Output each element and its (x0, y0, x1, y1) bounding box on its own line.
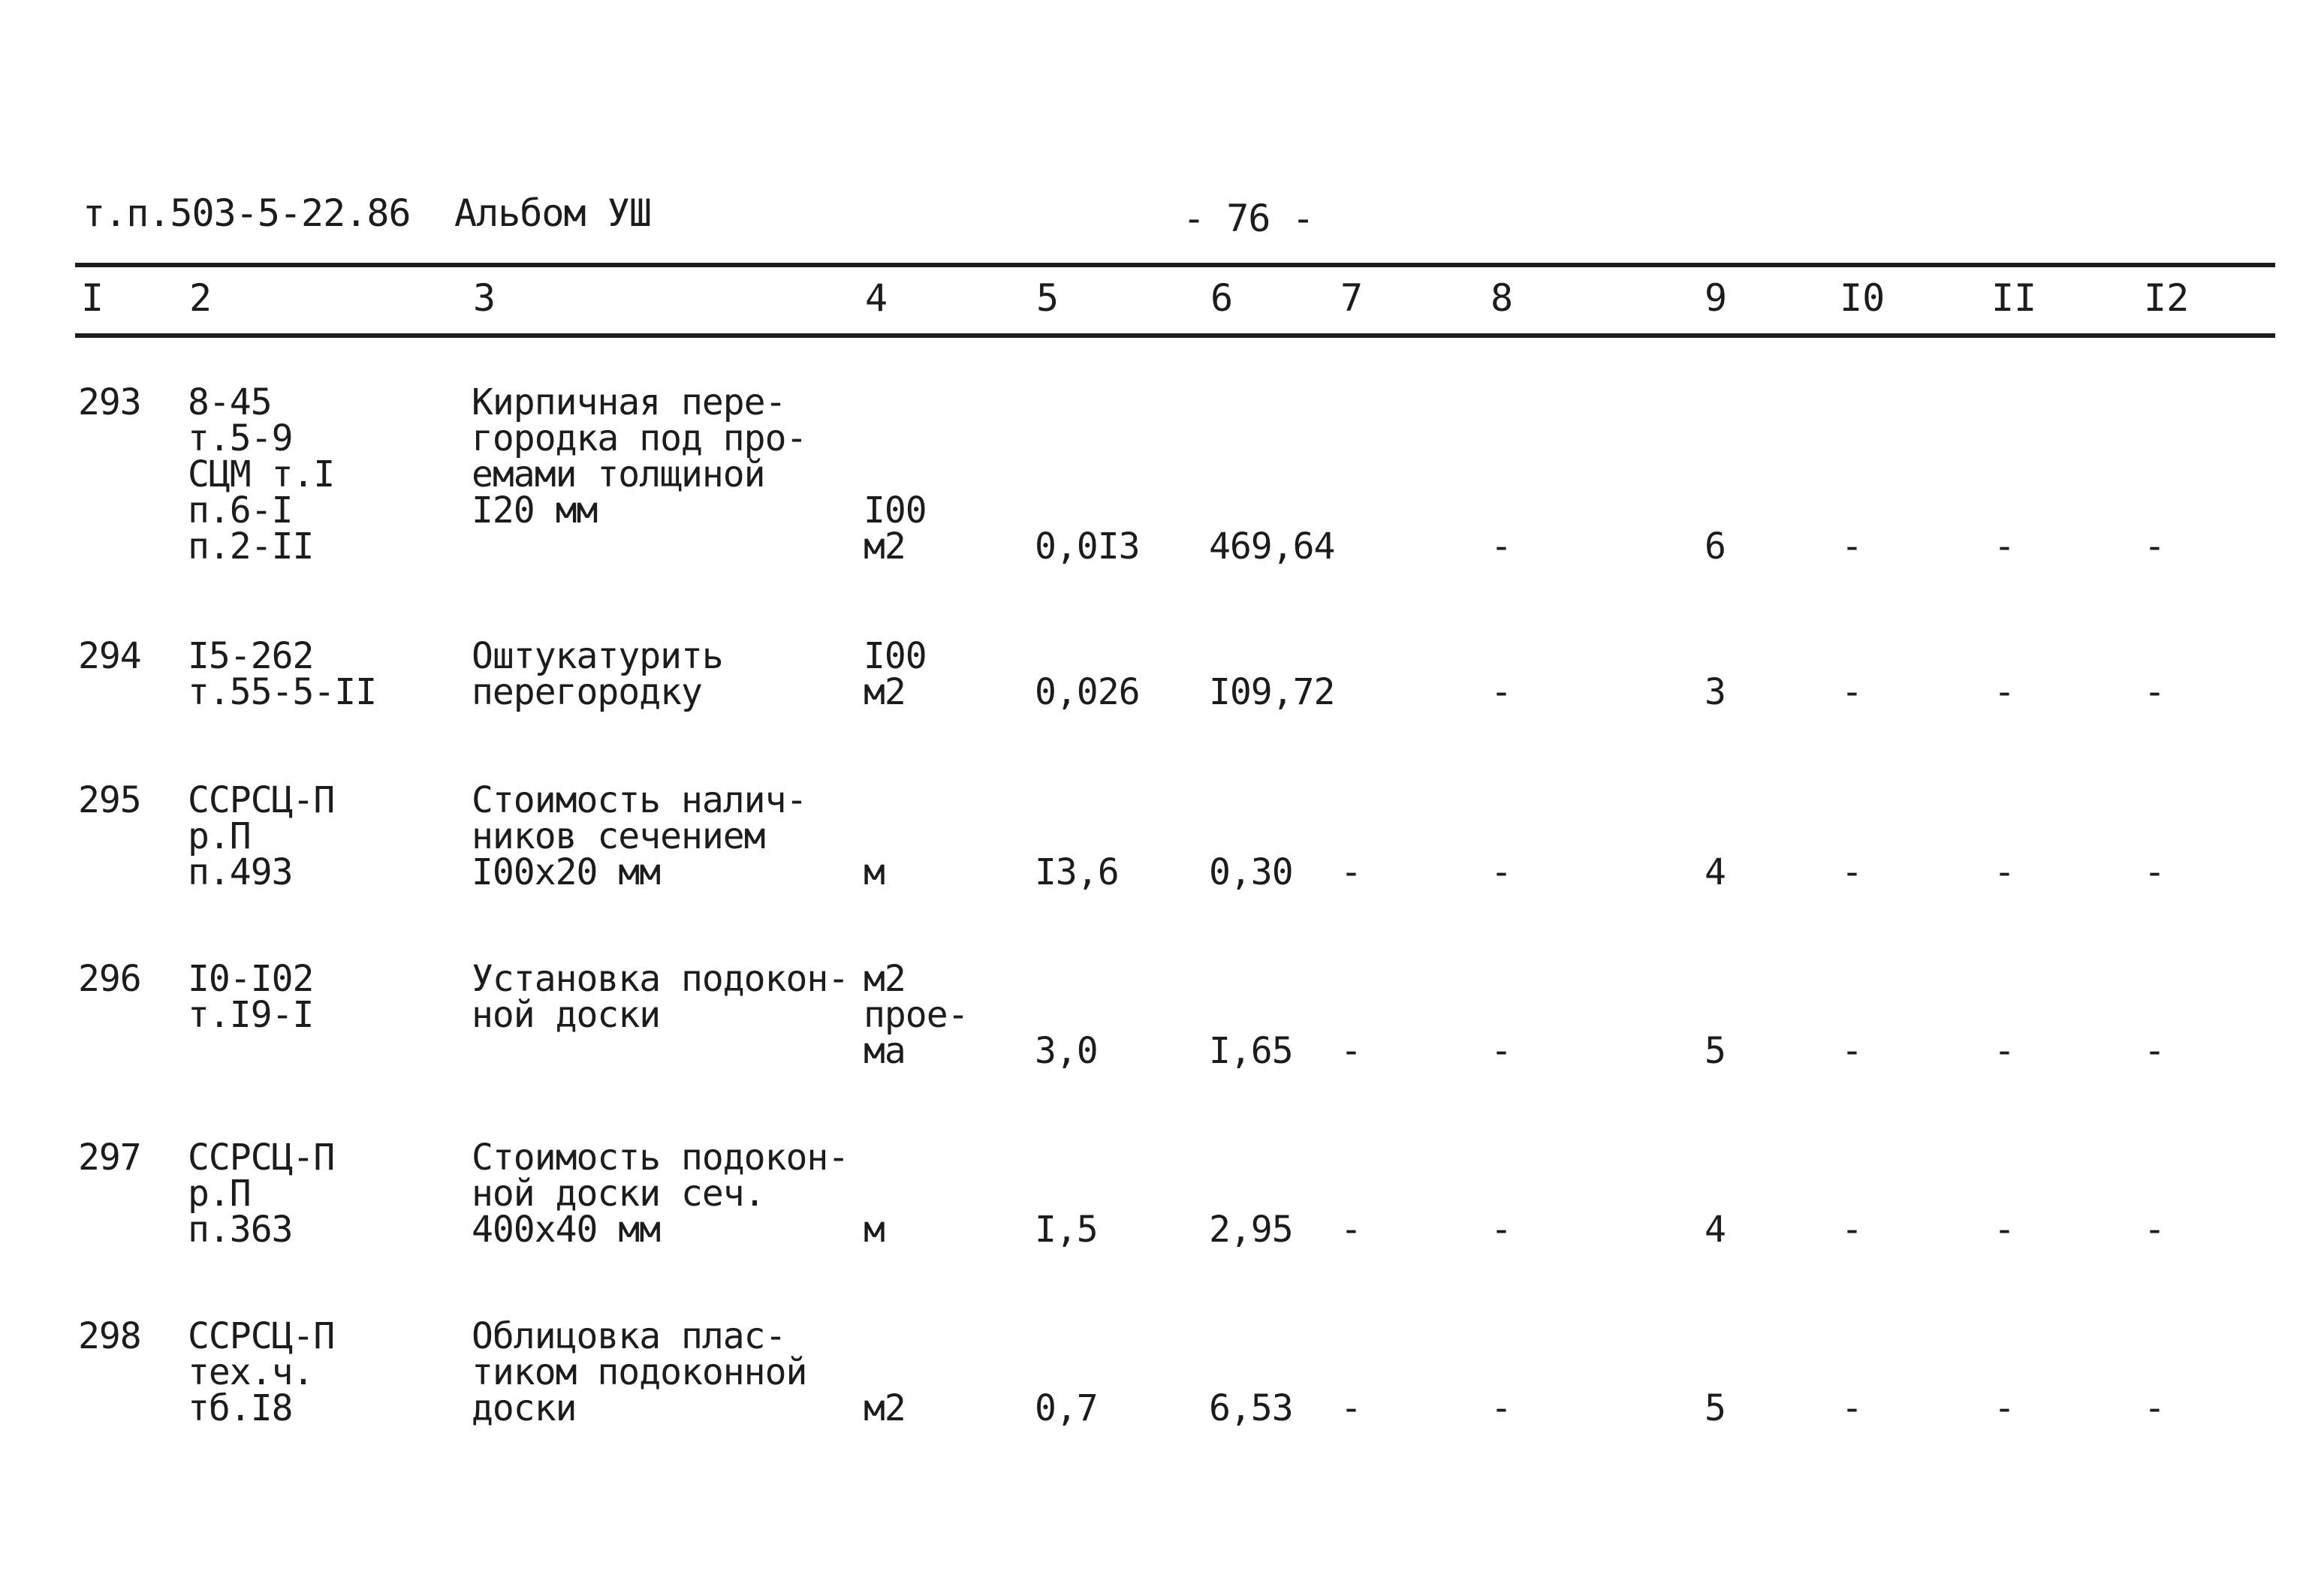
column-9-value: 6 (1705, 525, 1726, 568)
work-description: Стоимость налич- ников сечением I00x20 мм (472, 779, 807, 893)
quantity: 0,026 (1035, 671, 1140, 713)
column-number: I2 (2144, 276, 2190, 320)
page-number: - 76 - (1183, 197, 1314, 240)
column-8-value: - (1491, 671, 1512, 713)
column-number: 3 (473, 276, 496, 320)
column-9-value: 4 (1705, 1209, 1726, 1251)
column-8-value: - (1491, 1030, 1512, 1072)
norm-reference: I0-I02 т.I9-I (188, 958, 314, 1036)
row-number: 297 (78, 1137, 141, 1179)
norm-reference: ССРСЦ-П р.П п.363 (188, 1137, 335, 1251)
column-number: 2 (189, 276, 213, 320)
work-description: Кирпичная пере- городка под про- емами толщиной I20 мм (472, 381, 807, 531)
column-12-value: - (2144, 1030, 2165, 1072)
column-12-value: - (2144, 525, 2165, 568)
column-number: I (81, 276, 104, 320)
row-number: 295 (78, 779, 141, 821)
norm-reference: I5-262 т.55-5-II (188, 635, 377, 713)
album-label: Альбом УШ (454, 191, 651, 235)
column-9-value: 3 (1705, 671, 1726, 713)
column-7-value: - (1340, 1209, 1361, 1251)
column-11-value: - (1994, 1387, 2015, 1429)
quantity: I,5 (1035, 1209, 1098, 1251)
unit-price: 6,53 (1209, 1387, 1293, 1429)
unit-price: 0,30 (1209, 851, 1293, 893)
row-number: 293 (78, 381, 141, 423)
column-7-value: - (1340, 1030, 1361, 1072)
column-7-value: - (1340, 1387, 1361, 1429)
column-number: I0 (1840, 276, 1885, 320)
column-12-value: - (2144, 671, 2165, 713)
column-number: 4 (865, 276, 888, 320)
unit: м (864, 851, 885, 893)
column-number: 7 (1340, 276, 1364, 320)
table-header-rule (75, 333, 2275, 338)
column-11-value: - (1994, 671, 2015, 713)
column-10-value: - (1841, 1209, 1862, 1251)
column-10-value: - (1841, 525, 1862, 568)
column-9-value: 5 (1705, 1030, 1726, 1072)
column-10-value: - (1841, 671, 1862, 713)
quantity: 0,0I3 (1035, 525, 1140, 568)
norm-reference: ССРСЦ-П р.П п.493 (188, 779, 335, 893)
column-11-value: - (1994, 851, 2015, 893)
column-8-value: - (1491, 851, 1512, 893)
table-top-rule (75, 263, 2275, 267)
work-description: Облицовка плас- тиком подоконной доски (472, 1315, 807, 1429)
quantity: 3,0 (1035, 1030, 1098, 1072)
column-8-value: - (1491, 1387, 1512, 1429)
column-10-value: - (1841, 1387, 1862, 1429)
column-7-value: - (1340, 851, 1361, 893)
column-12-value: - (2144, 1387, 2165, 1429)
column-10-value: - (1841, 1030, 1862, 1072)
row-number: 298 (78, 1315, 141, 1357)
column-11-value: - (1994, 525, 2015, 568)
column-12-value: - (2144, 851, 2165, 893)
column-number: II (1991, 276, 2037, 320)
column-9-value: 4 (1705, 851, 1726, 893)
unit-price: 2,95 (1209, 1209, 1293, 1251)
quantity: 0,7 (1035, 1387, 1098, 1429)
work-description: Установка подокон- ной доски (472, 958, 849, 1036)
column-8-value: - (1491, 1209, 1512, 1251)
column-12-value: - (2144, 1209, 2165, 1251)
unit: м2 (864, 1387, 906, 1429)
column-10-value: - (1841, 851, 1862, 893)
column-8-value: - (1491, 525, 1512, 568)
column-11-value: - (1994, 1030, 2015, 1072)
unit: м (864, 1209, 885, 1251)
row-number: 294 (78, 635, 141, 677)
unit: I00 м2 (864, 635, 927, 713)
column-9-value: 5 (1705, 1387, 1726, 1429)
row-number: 296 (78, 958, 141, 1000)
quantity: I3,6 (1035, 851, 1119, 893)
column-number: 8 (1491, 276, 1514, 320)
column-number: 6 (1210, 276, 1234, 320)
norm-reference: ССРСЦ-П тех.ч. тб.I8 (188, 1315, 335, 1429)
unit-price: I,65 (1209, 1030, 1293, 1072)
document-code: т.п.503-5-22.86 (83, 191, 411, 235)
column-number: 5 (1036, 276, 1060, 320)
unit-price: 469,64 (1209, 525, 1335, 568)
unit-price: I09,72 (1209, 671, 1335, 713)
unit: I00 м2 (864, 489, 927, 568)
unit: м2 прое- ма (864, 958, 969, 1072)
work-description: Оштукатурить перегородку (472, 635, 723, 713)
norm-reference: 8-45 т.5-9 СЦМ т.I п.6-I п.2-II (188, 381, 335, 568)
column-number: 9 (1705, 276, 1728, 320)
work-description: Стоимость подокон- ной доски сеч. 400x40 мм (472, 1137, 849, 1251)
column-11-value: - (1994, 1209, 2015, 1251)
